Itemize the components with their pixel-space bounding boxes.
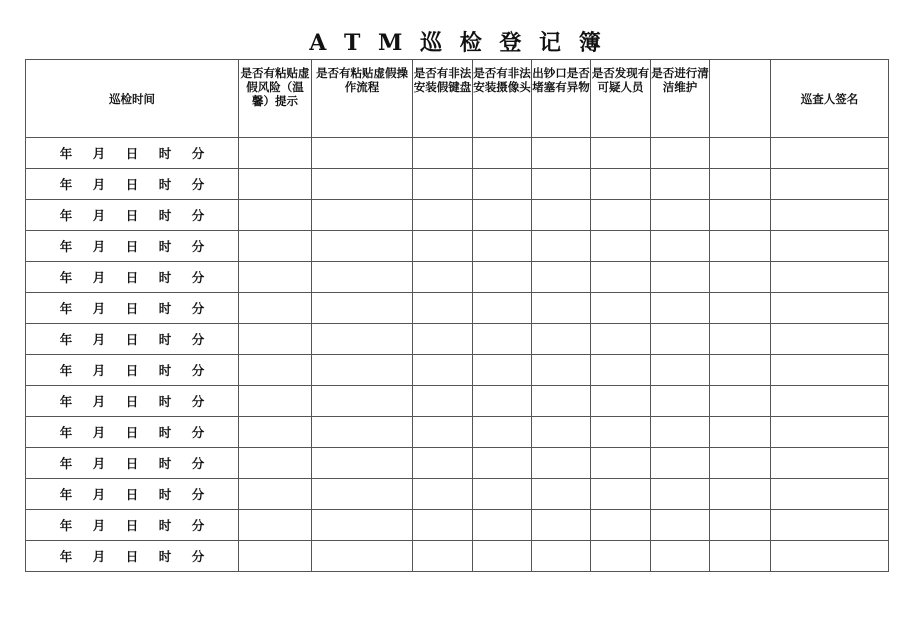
inspector-signature-cell[interactable] [771,355,889,386]
check-illegal-camera[interactable] [473,324,532,355]
day-label: 日 [125,239,139,254]
check-fake-keyboard[interactable] [413,200,473,231]
check-blank[interactable] [710,448,771,479]
inspection-time-cell[interactable] [26,293,239,324]
hour-label: 时 [158,146,172,161]
hour-label: 时 [158,208,172,223]
inspector-signature-cell[interactable] [771,448,889,479]
check-blank[interactable] [710,541,771,572]
check-fake-keyboard[interactable] [413,138,473,169]
minute-label: 分 [191,518,205,533]
check-suspicious-person[interactable] [591,293,651,324]
check-fake-risk-notice[interactable] [239,169,312,200]
year-label: 年 [59,363,73,378]
minute-label: 分 [191,270,205,285]
inspector-signature-cell[interactable] [771,386,889,417]
check-fake-keyboard[interactable] [413,262,473,293]
check-fake-operation-flow[interactable] [312,262,413,293]
check-suspicious-person[interactable] [591,231,651,262]
check-fake-operation-flow[interactable] [312,417,413,448]
table-row [26,510,889,541]
check-suspicious-person[interactable] [591,448,651,479]
month-label: 月 [92,425,106,440]
inspection-time-cell[interactable] [26,386,239,417]
table-row [26,231,889,262]
check-blank[interactable] [710,262,771,293]
check-cleaning-maintenance[interactable] [651,200,710,231]
day-label: 日 [125,332,139,347]
inspection-time-cell[interactable] [26,417,239,448]
check-cleaning-maintenance[interactable] [651,541,710,572]
hour-label: 时 [158,456,172,471]
minute-label: 分 [191,425,205,440]
check-blank[interactable] [710,169,771,200]
check-suspicious-person[interactable] [591,262,651,293]
check-fake-operation-flow[interactable] [312,510,413,541]
header-inspector-signature: 巡查人签名 [771,60,889,138]
hour-label: 时 [158,332,172,347]
inspection-time-cell[interactable] [26,231,239,262]
check-illegal-camera[interactable] [473,200,532,231]
year-label: 年 [59,301,73,316]
month-label: 月 [92,177,106,192]
inspector-signature-cell[interactable] [771,510,889,541]
year-label: 年 [59,518,73,533]
check-fake-operation-flow[interactable] [312,479,413,510]
month-label: 月 [92,332,106,347]
check-fake-operation-flow[interactable] [312,386,413,417]
hour-label: 时 [158,177,172,192]
table-row [26,417,889,448]
inspection-time-cell[interactable] [26,448,239,479]
minute-label: 分 [191,363,205,378]
header-fake-risk-notice: 是否有粘贴虚假风险（温馨）提示 [239,60,312,138]
check-fake-keyboard[interactable] [413,324,473,355]
check-fake-risk-notice[interactable] [239,138,312,169]
day-label: 日 [125,518,139,533]
inspection-time-cell[interactable] [26,169,239,200]
check-illegal-camera[interactable] [473,231,532,262]
year-label: 年 [59,208,73,223]
page-title: A T M 巡 检 登 记 簿 [309,30,606,56]
hour-label: 时 [158,425,172,440]
header-row [26,60,889,138]
month-label: 月 [92,146,106,161]
table-row [26,324,889,355]
check-cash-outlet-blocked[interactable] [532,448,591,479]
check-illegal-camera[interactable] [473,386,532,417]
month-label: 月 [92,394,106,409]
header-inspection-time: 巡检时间 [26,60,239,138]
year-label: 年 [59,332,73,347]
check-fake-risk-notice[interactable] [239,417,312,448]
check-cash-outlet-blocked[interactable] [532,231,591,262]
check-fake-risk-notice[interactable] [239,324,312,355]
check-suspicious-person[interactable] [591,386,651,417]
check-fake-risk-notice[interactable] [239,479,312,510]
check-illegal-camera[interactable] [473,138,532,169]
check-fake-keyboard[interactable] [413,417,473,448]
month-label: 月 [92,456,106,471]
check-cleaning-maintenance[interactable] [651,479,710,510]
minute-label: 分 [191,394,205,409]
check-blank[interactable] [710,386,771,417]
day-label: 日 [125,487,139,502]
day-label: 日 [125,394,139,409]
month-label: 月 [92,239,106,254]
check-fake-risk-notice[interactable] [239,355,312,386]
check-cash-outlet-blocked[interactable] [532,479,591,510]
check-cash-outlet-blocked[interactable] [532,355,591,386]
day-label: 日 [125,177,139,192]
minute-label: 分 [191,456,205,471]
check-cleaning-maintenance[interactable] [651,355,710,386]
month-label: 月 [92,301,106,316]
check-cleaning-maintenance[interactable] [651,262,710,293]
check-cleaning-maintenance[interactable] [651,448,710,479]
check-blank[interactable] [710,293,771,324]
day-label: 日 [125,301,139,316]
check-blank[interactable] [710,417,771,448]
year-label: 年 [59,549,73,564]
hour-label: 时 [158,363,172,378]
inspection-time-cell[interactable] [26,200,239,231]
check-cleaning-maintenance[interactable] [651,324,710,355]
check-blank[interactable] [710,231,771,262]
day-label: 日 [125,425,139,440]
hour-label: 时 [158,239,172,254]
table-row [26,355,889,386]
check-cleaning-maintenance[interactable] [651,386,710,417]
inspection-time-cell[interactable] [26,510,239,541]
check-cash-outlet-blocked[interactable] [532,138,591,169]
check-fake-risk-notice[interactable] [239,448,312,479]
table-row [26,138,889,169]
day-label: 日 [125,146,139,161]
check-illegal-camera[interactable] [473,479,532,510]
check-illegal-camera[interactable] [473,448,532,479]
check-fake-keyboard[interactable] [413,448,473,479]
check-illegal-camera[interactable] [473,541,532,572]
year-label: 年 [59,270,73,285]
check-fake-operation-flow[interactable] [312,448,413,479]
check-illegal-camera[interactable] [473,293,532,324]
check-illegal-camera[interactable] [473,417,532,448]
check-illegal-camera[interactable] [473,355,532,386]
year-label: 年 [59,394,73,409]
day-label: 日 [125,270,139,285]
check-cash-outlet-blocked[interactable] [532,262,591,293]
minute-label: 分 [191,301,205,316]
table-row [26,200,889,231]
check-suspicious-person[interactable] [591,541,651,572]
minute-label: 分 [191,177,205,192]
table-row [26,169,889,200]
check-suspicious-person[interactable] [591,169,651,200]
check-illegal-camera[interactable] [473,169,532,200]
check-suspicious-person[interactable] [591,510,651,541]
header-cleaning-maintenance: 是否进行清洁维护 [651,60,710,138]
inspector-signature-cell[interactable] [771,231,889,262]
inspector-signature-cell[interactable] [771,541,889,572]
check-cash-outlet-blocked[interactable] [532,324,591,355]
year-label: 年 [59,146,73,161]
check-blank[interactable] [710,200,771,231]
check-blank[interactable] [710,510,771,541]
minute-label: 分 [191,146,205,161]
table-row [26,386,889,417]
check-fake-risk-notice[interactable] [239,231,312,262]
day-label: 日 [125,456,139,471]
header-suspicious-person: 是否发现有可疑人员 [591,60,651,138]
check-suspicious-person[interactable] [591,324,651,355]
month-label: 月 [92,518,106,533]
check-cash-outlet-blocked[interactable] [532,293,591,324]
check-fake-operation-flow[interactable] [312,355,413,386]
inspector-signature-cell[interactable] [771,200,889,231]
month-label: 月 [92,487,106,502]
check-fake-operation-flow[interactable] [312,169,413,200]
year-label: 年 [59,425,73,440]
check-illegal-camera[interactable] [473,262,532,293]
inspection-time-cell[interactable] [26,138,239,169]
day-label: 日 [125,549,139,564]
year-label: 年 [59,177,73,192]
hour-label: 时 [158,394,172,409]
table-row [26,479,889,510]
hour-label: 时 [158,518,172,533]
header-fake-keyboard: 是否有非法安装假键盘 [413,60,473,138]
inspector-signature-cell[interactable] [771,324,889,355]
check-fake-keyboard[interactable] [413,169,473,200]
check-fake-operation-flow[interactable] [312,541,413,572]
check-cleaning-maintenance[interactable] [651,510,710,541]
check-fake-keyboard[interactable] [413,479,473,510]
check-suspicious-person[interactable] [591,417,651,448]
inspection-register-table [25,59,889,572]
day-label: 日 [125,208,139,223]
header-fake-operation-flow: 是否有粘贴虚假操作流程 [312,60,413,138]
year-label: 年 [59,487,73,502]
inspector-signature-cell[interactable] [771,262,889,293]
month-label: 月 [92,549,106,564]
minute-label: 分 [191,208,205,223]
hour-label: 时 [158,270,172,285]
check-cash-outlet-blocked[interactable] [532,169,591,200]
inspector-signature-cell[interactable] [771,293,889,324]
check-cash-outlet-blocked[interactable] [532,510,591,541]
check-fake-keyboard[interactable] [413,510,473,541]
check-cash-outlet-blocked[interactable] [532,200,591,231]
hour-label: 时 [158,487,172,502]
check-fake-risk-notice[interactable] [239,262,312,293]
month-label: 月 [92,208,106,223]
minute-label: 分 [191,487,205,502]
minute-label: 分 [191,239,205,254]
check-fake-operation-flow[interactable] [312,293,413,324]
inspector-signature-cell[interactable] [771,169,889,200]
header-cash-outlet-blocked: 出钞口是否堵塞有异物 [532,60,591,138]
year-label: 年 [59,239,73,254]
check-fake-risk-notice[interactable] [239,386,312,417]
check-fake-keyboard[interactable] [413,355,473,386]
inspector-signature-cell[interactable] [771,479,889,510]
check-fake-risk-notice[interactable] [239,541,312,572]
day-label: 日 [125,363,139,378]
inspection-time-cell[interactable] [26,541,239,572]
inspector-signature-cell[interactable] [771,138,889,169]
check-cash-outlet-blocked[interactable] [532,386,591,417]
inspector-signature-cell[interactable] [771,417,889,448]
check-blank[interactable] [710,355,771,386]
check-cleaning-maintenance[interactable] [651,417,710,448]
check-fake-operation-flow[interactable] [312,200,413,231]
check-cash-outlet-blocked[interactable] [532,417,591,448]
check-blank[interactable] [710,324,771,355]
check-cleaning-maintenance[interactable] [651,231,710,262]
check-blank[interactable] [710,479,771,510]
inspection-time-cell[interactable] [26,479,239,510]
table-row [26,262,889,293]
month-label: 月 [92,363,106,378]
table-row [26,541,889,572]
check-fake-operation-flow[interactable] [312,324,413,355]
check-fake-operation-flow[interactable] [312,138,413,169]
check-fake-risk-notice[interactable] [239,200,312,231]
check-fake-operation-flow[interactable] [312,231,413,262]
check-suspicious-person[interactable] [591,138,651,169]
inspection-time-cell[interactable] [26,262,239,293]
check-illegal-camera[interactable] [473,510,532,541]
check-cleaning-maintenance[interactable] [651,169,710,200]
year-label: 年 [59,456,73,471]
check-cleaning-maintenance[interactable] [651,138,710,169]
table-row [26,293,889,324]
check-fake-keyboard[interactable] [413,386,473,417]
check-suspicious-person[interactable] [591,479,651,510]
check-fake-keyboard[interactable] [413,541,473,572]
check-suspicious-person[interactable] [591,355,651,386]
hour-label: 时 [158,549,172,564]
header-illegal-camera: 是否有非法安装摄像头 [473,60,532,138]
check-blank[interactable] [710,138,771,169]
check-fake-risk-notice[interactable] [239,510,312,541]
check-fake-keyboard[interactable] [413,293,473,324]
inspection-time-cell[interactable] [26,355,239,386]
hour-label: 时 [158,301,172,316]
check-cleaning-maintenance[interactable] [651,293,710,324]
month-label: 月 [92,270,106,285]
check-fake-keyboard[interactable] [413,231,473,262]
check-fake-risk-notice[interactable] [239,293,312,324]
inspection-time-cell[interactable] [26,324,239,355]
header-blank [710,60,771,138]
check-suspicious-person[interactable] [591,200,651,231]
minute-label: 分 [191,549,205,564]
check-cash-outlet-blocked[interactable] [532,541,591,572]
table-row [26,448,889,479]
minute-label: 分 [191,332,205,347]
